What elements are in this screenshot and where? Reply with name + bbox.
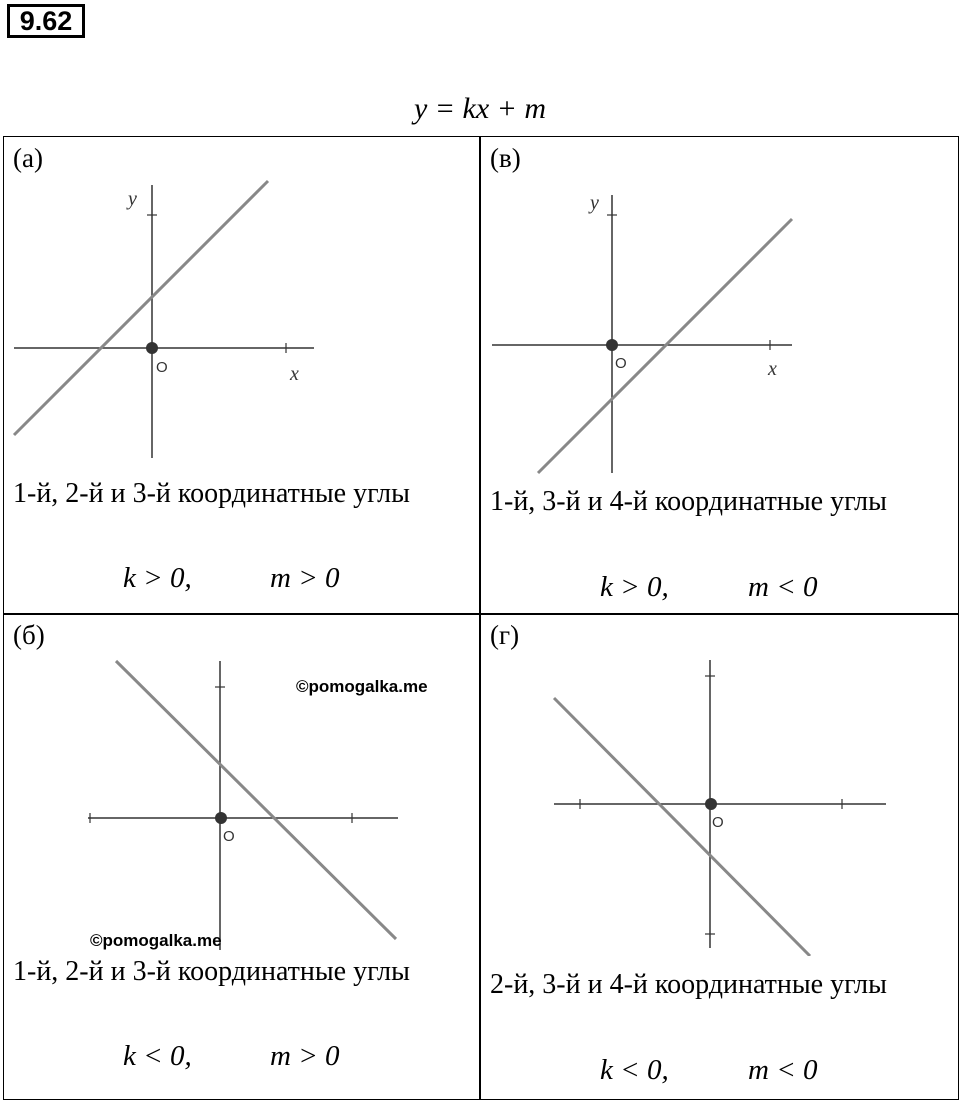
x-axis-label: x [290, 363, 299, 385]
graph-line [14, 181, 268, 435]
panel-g-description: 2-й, 3-й и 4-й координатные углы [490, 969, 887, 1000]
watermark-top: ©pomogalka.me [296, 677, 428, 696]
origin-point [606, 339, 618, 351]
formula: y = kx + m [413, 92, 547, 125]
panel-v-label: (в) [490, 143, 521, 173]
panel-g-condition-k: k < 0, [600, 1054, 669, 1086]
origin-point [215, 812, 227, 824]
panel-g-condition-m: m < 0 [748, 1054, 818, 1086]
origin-label: O [156, 359, 168, 376]
panel-a-label: (а) [13, 143, 43, 173]
graph-g [550, 656, 890, 956]
graph-a [8, 175, 328, 465]
y-axis-label: y [128, 188, 137, 210]
x-axis-label: x [768, 358, 777, 380]
graph-line [538, 219, 792, 473]
y-axis-label: y [590, 192, 599, 214]
panel-b-description: 1-й, 2-й и 3-й координатные углы [13, 956, 410, 987]
graph-v [486, 185, 806, 475]
table-divider-horizontal [3, 613, 959, 615]
origin-label: O [223, 828, 235, 845]
panel-b-condition-m: m > 0 [270, 1040, 340, 1072]
panel-g-label: (г) [490, 620, 520, 650]
graph-line [554, 698, 810, 956]
table-divider-vertical [479, 136, 481, 1100]
graph-line [116, 661, 396, 939]
origin-point [146, 342, 158, 354]
panel-a-condition-k: k > 0, [123, 562, 192, 594]
origin-point [705, 798, 717, 810]
watermark-bottom: ©pomogalka.me [90, 931, 222, 950]
panel-v-condition-m: m < 0 [748, 571, 818, 603]
problem-number: 9.62 [7, 4, 85, 38]
graph-b [84, 655, 404, 955]
panel-b-label: (б) [13, 620, 45, 650]
panel-a-description: 1-й, 2-й и 3-й координатные углы [13, 478, 410, 509]
origin-label: O [615, 355, 627, 372]
panel-v-description: 1-й, 3-й и 4-й координатные углы [490, 486, 887, 517]
panel-b-condition-k: k < 0, [123, 1040, 192, 1072]
panel-a-condition-m: m > 0 [270, 562, 340, 594]
origin-label: O [712, 814, 724, 831]
panel-v-condition-k: k > 0, [600, 571, 669, 603]
